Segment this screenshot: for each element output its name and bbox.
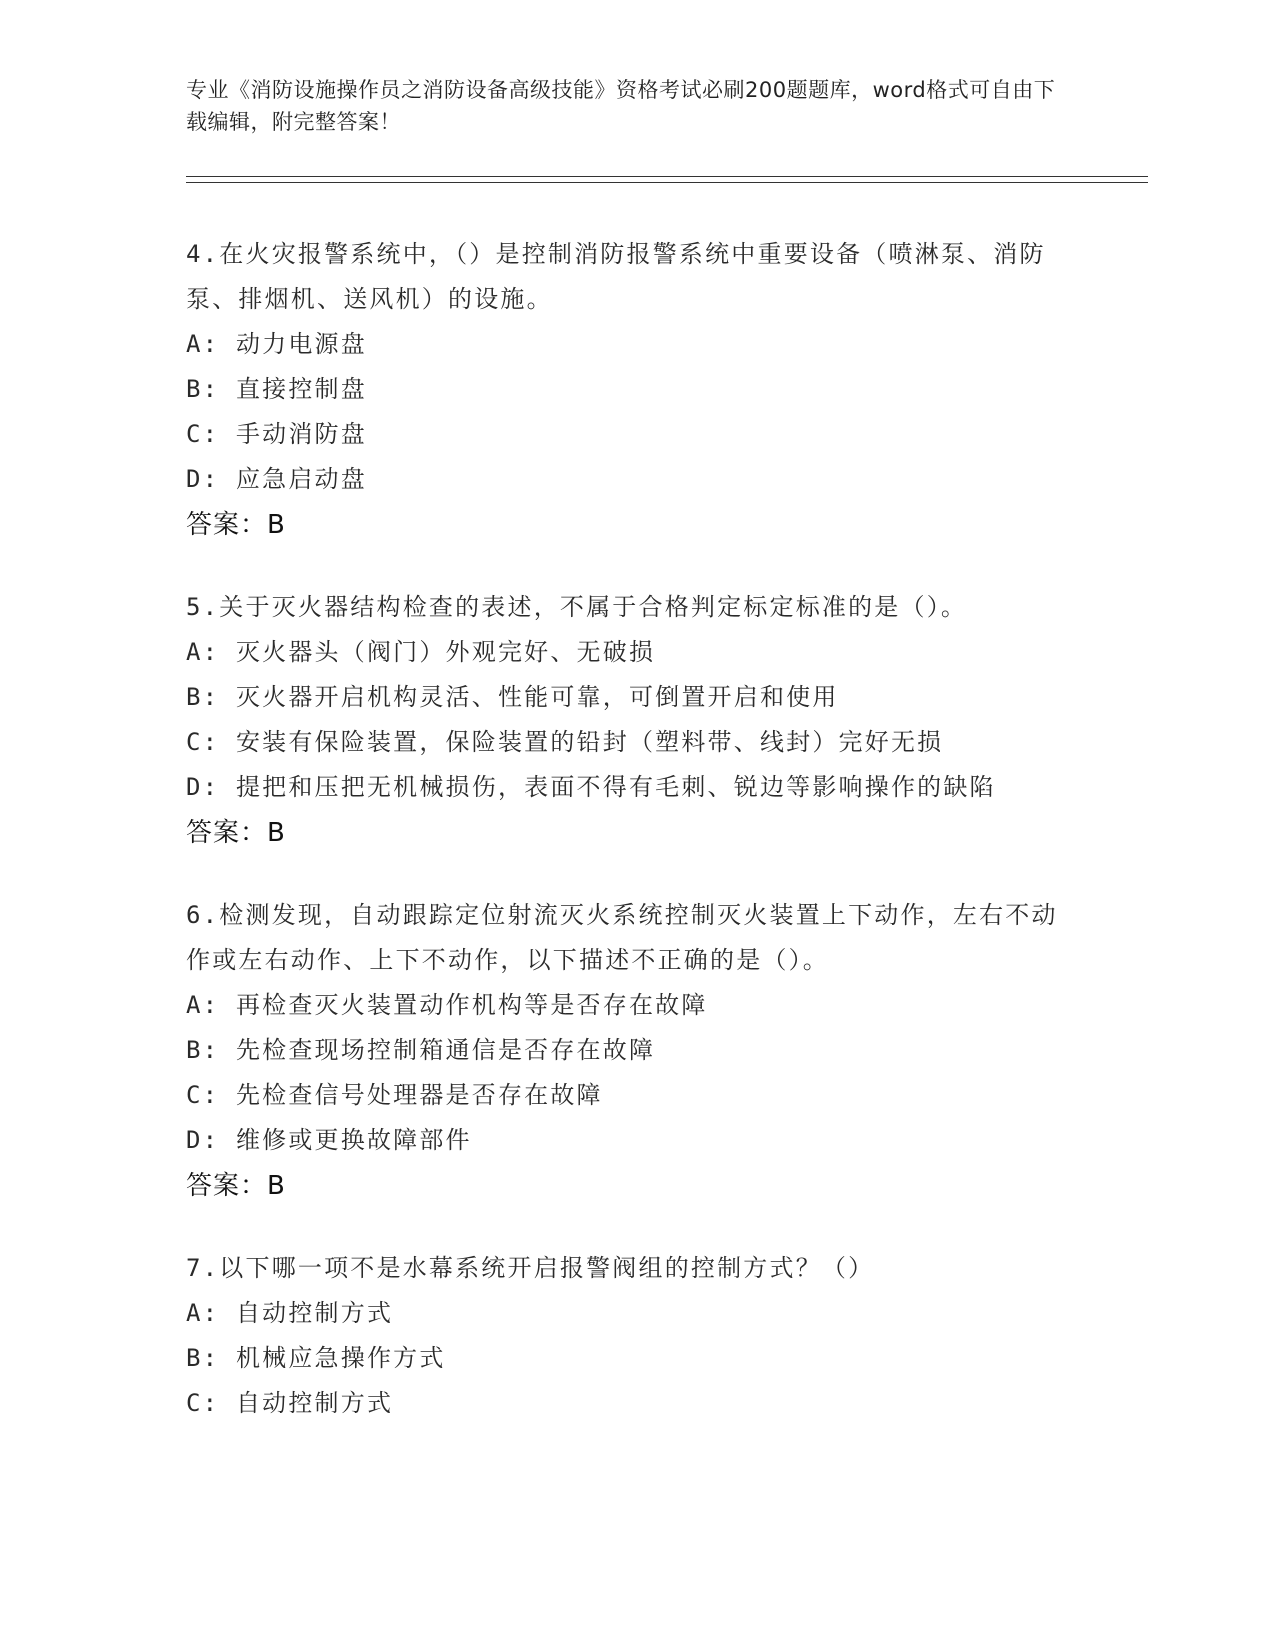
option-b: B: 灭火器开启机构灵活、性能可靠，可倒置开启和使用 [186, 683, 839, 711]
option-a: A: 自动控制方式 [186, 1299, 394, 1327]
option-b: B: 机械应急操作方式 [186, 1344, 446, 1372]
page-header: 专业《消防设施操作员之消防设备高级技能》资格考试必刷200题题库，word格式可自由下载编辑，附完整答案！ [186, 78, 1056, 134]
option-b: B: 先检查现场控制箱通信是否存在故障 [186, 1036, 656, 1064]
option-a: A: 动力电源盘 [186, 330, 367, 358]
question-6 [186, 893, 1066, 1209]
question-5 [186, 585, 1066, 856]
option-d: D: 应急启动盘 [186, 465, 367, 493]
question-text: 6.检测发现，自动跟踪定位射流灭火系统控制灭火装置上下动作，左右不动作或左右动作、上下不动作，以下描述不正确的是（）。 [186, 901, 1058, 974]
question-list [186, 232, 1066, 1463]
question-text: 5.关于灭火器结构检查的表述，不属于合格判定标定标准的是（）。 [186, 593, 968, 621]
option-c: C: 手动消防盘 [186, 420, 367, 448]
answer: 答案：B [186, 510, 286, 540]
question-text: 4.在火灾报警系统中，（）是控制消防报警系统中重要设备（喷淋泵、消防泵、排烟机、送风机）的设施。 [186, 240, 1046, 313]
option-d: D: 提把和压把无机械损伤，表面不得有毛刺、锐边等影响操作的缺陷 [186, 773, 996, 801]
answer: 答案：B [186, 818, 286, 848]
question-text: 7.以下哪一项不是水幕系统开启报警阀组的控制方式？（） [186, 1254, 875, 1282]
option-d: D: 维修或更换故障部件 [186, 1126, 472, 1154]
question-7 [186, 1246, 1066, 1426]
question-4 [186, 232, 1066, 548]
option-c: C: 安装有保险装置，保险装置的铅封（塑料带、线封）完好无损 [186, 728, 944, 756]
option-a: A: 灭火器头（阀门）外观完好、无破损 [186, 638, 656, 666]
option-c: C: 自动控制方式 [186, 1389, 394, 1417]
answer: 答案：B [186, 1171, 286, 1201]
option-a: A: 再检查灭火装置动作机构等是否存在故障 [186, 991, 708, 1019]
option-b: B: 直接控制盘 [186, 375, 367, 403]
header-double-rule [186, 176, 1148, 183]
option-c: C: 先检查信号处理器是否存在故障 [186, 1081, 603, 1109]
